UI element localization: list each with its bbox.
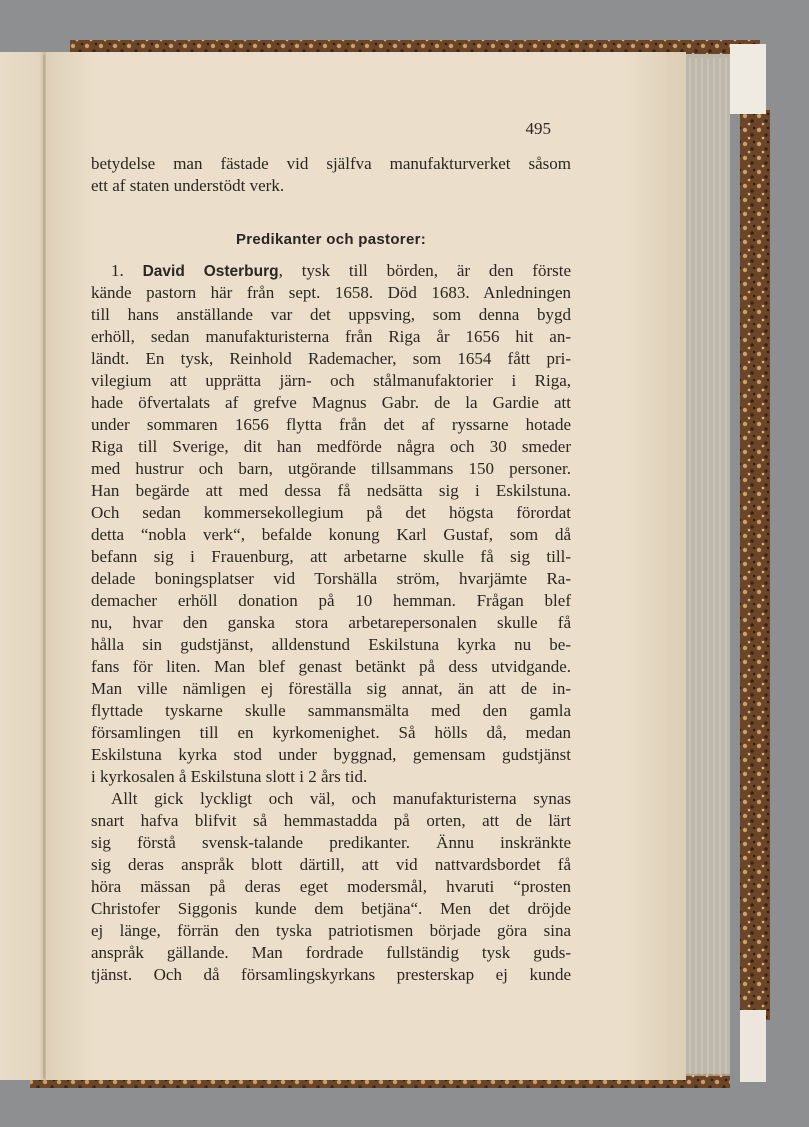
text-line: kände pastorn här från sept. 1658. Död 1683. Anledningen [91, 283, 571, 302]
text-line: anspråk gällande. Man fordrade fullständig tysk guds- [91, 943, 571, 962]
text-line: sig förstå svensk-talande predikanter. Ännu inskränkte [91, 833, 571, 852]
page-number: 495 [525, 119, 551, 138]
text-line: församlingen till en kyrkomenighet. Så hölls då, medan [91, 723, 571, 742]
text-line: sig deras anspråk blott därtill, att vid nattvardsbordet få [91, 855, 571, 874]
text-line: snart hafva blifvit så hemmastadda på orten, att de lärt [91, 811, 571, 830]
entry-number: 1. [111, 261, 124, 280]
text-line: Och sedan kommersekollegium på det högsta förordat [91, 503, 571, 522]
text-line: fans för liten. Man blef genast betänkt på dess utvidgande. [91, 657, 571, 676]
entry-first-line-rest: , tysk till börden, är den förste [278, 261, 572, 280]
text-line: befann sig i Frauenburg, att arbetarne skulle få sig till- [91, 547, 571, 566]
text-line: hade öfvertalats af grefve Magnus Gabr. de la Gardie att [91, 393, 571, 412]
text-line: ej länge, förrän den tyska patriotismen började göra sina [91, 921, 571, 940]
text-line: med hustrur och barn, utgörande tillsammans 150 personer. [91, 459, 571, 478]
text-line: erhöll, sedan manufakturisterna från Riga år 1656 hit an- [91, 327, 571, 346]
text-line: flyttade tyskarne skulle sammansmälta med den gamla [91, 701, 571, 720]
text-line: Man ville nämligen ej föreställa sig annat, än att de in- [91, 679, 571, 698]
text-line: Han begärde att med dessa få nedsätta sig i Eskilstuna. [91, 481, 571, 500]
text-line: Riga till Sverige, dit han medförde några och 30 smeder [91, 437, 571, 456]
text-line: Christofer Siggonis kunde dem betjäna“. Men det dröjde [91, 899, 571, 918]
text-line: ländt. En tysk, Reinhold Rademacher, som 1654 fått pri- [91, 349, 571, 368]
text-line: höra mässan på deras eget modersmål, hvaruti “prosten [91, 877, 571, 896]
entry-name: David Osterburg [142, 263, 279, 280]
text-line: tjänst. Och då församlingskyrkans presterskap ej kunde [91, 965, 571, 984]
text-line: delade boningsplatser vid Torshälla ström, hvarjämte Ra- [91, 569, 571, 588]
text-line: ett af staten understödt verk. [91, 176, 285, 195]
text-line: i kyrkosalen å Eskilstuna slott i 2 års tid. [91, 767, 368, 786]
text-line: hålla sin gudstjänst, alldenstund Eskilstuna kyrka nu be- [91, 635, 571, 654]
text-line: Eskilstuna kyrka stod under byggnad, gemensam gudstjänst [91, 745, 571, 764]
text-line: under sommaren 1656 flytta från det af ryssarne hotade [91, 415, 571, 434]
entry-first-line [111, 260, 571, 283]
text-line: vilegium att upprätta järn- och stålmanufaktorier i Riga, [91, 371, 571, 390]
text-line: detta “nobla verk“, befalde konung Karl Gustaf, som då [91, 525, 571, 544]
section-heading: Predikanter och pastorer: [235, 231, 427, 248]
text-line: till hans anställande var det uppsving, som denna bygd [91, 305, 571, 324]
text-line: demacher erhöll donation på 10 hemman. Frågan blef [91, 591, 571, 610]
text-line: Allt gick lyckligt och väl, och manufakturisterna synas [111, 789, 571, 808]
text-line: nu, hvar den ganska stora arbetarepersonalen skulle få [91, 613, 571, 632]
text-line: betydelse man fästade vid själfva manufakturverket såsom [91, 154, 571, 173]
